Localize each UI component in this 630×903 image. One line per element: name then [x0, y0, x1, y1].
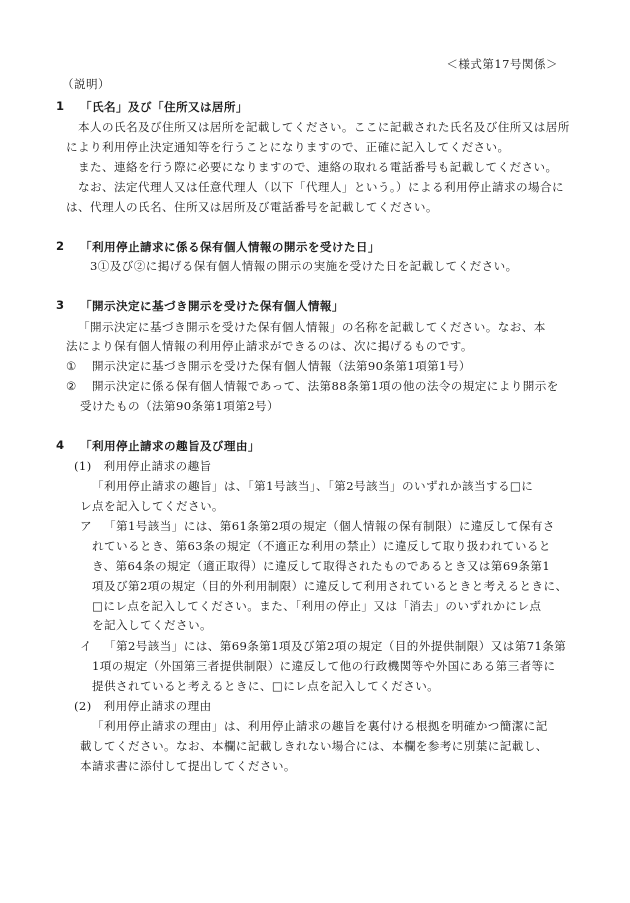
section-3-item-1-mark: ① [66, 359, 77, 373]
section-2-heading: 「利用停止請求に係る保有個人情報の開示を受けた日」 [80, 240, 380, 254]
section-3-item-2-line: 開示決定に係る保有個人情報であって、法第88条第1項の他の法令の規定により開示を [92, 379, 559, 393]
section-4-2-paragraph-line: 載してください。なお、本欄に記載しきれない場合には、本欄を参考に別葉に記載し、 [80, 739, 548, 753]
item-b-mark: イ [80, 639, 92, 653]
section-3-item-2-line: 受けたもの（法第90条第1項第2号） [80, 399, 280, 413]
section-1-paragraph-line: 本人の氏名及び住所又は居所を記載してください。ここに記載された氏名及び住所又は居所 [78, 120, 570, 134]
section-4-2-paragraph-line: 「利用停止請求の理由」は、利用停止請求の趣旨を裏付ける根拠を明確かつ簡潔に記 [92, 719, 548, 733]
section-2-paragraph-line: 3①及び②に掲げる保有個人情報の開示の実施を受けた日を記載してください。 [90, 259, 518, 273]
section-3-item-2-mark: ② [66, 379, 77, 393]
item-b-line: 提供されていると考えるときに、□にレ点を記入してください。 [92, 679, 440, 693]
section-3-heading: 「開示決定に基づき開示を受けた保有個人情報」 [80, 299, 344, 313]
section-3-paragraph-line: 「開示決定に基づき開示を受けた保有個人情報」の名称を記載してください。なお、本 [78, 320, 546, 334]
section-1-number: 1 [56, 99, 65, 113]
explanation-label: （説明） [62, 77, 110, 91]
section-4-subheading-2: (2) 利用停止請求の理由 [74, 699, 212, 713]
section-4-1-paragraph-line: レ点を記入してください。 [80, 499, 224, 513]
item-a-line: を記入してください。 [92, 618, 212, 632]
section-1-paragraph-line: なお、法定代理人又は任意代理人（以下「代理人」という。）による利用停止請求の場合に [78, 180, 564, 194]
item-a-line: 項及び第2項の規定（目的外利用制限）に違反して利用されているときと考えるときに、 [92, 579, 568, 593]
section-1-paragraph-line: は、代理人の氏名、住所又は居所及び電話番号を記載してください。 [66, 200, 438, 214]
section-3-number: 3 [56, 298, 65, 312]
section-2-number: 2 [56, 239, 65, 253]
item-a-line: き、第64条の規定（適正取得）に違反して取得されたものであるとき又は第69条第1 [92, 559, 551, 573]
section-4-number: 4 [56, 438, 65, 452]
section-4-2-paragraph-line: 本請求書に添付して提出してください。 [80, 759, 296, 773]
section-3-paragraph-line: 法により保有個人情報の利用停止請求ができるのは、次に掲げるものです。 [66, 339, 473, 353]
item-b-line: 1項の規定（外国第三者提供制限）に違反して他の行政機関等や外国にある第三者等に [92, 659, 556, 673]
item-a-line: □にレ点を記入してください。また、「利用の停止」又は「消去」のいずれかにレ点 [92, 599, 542, 613]
form-reference: ＜様式第17号関係＞ [446, 57, 558, 71]
item-a-line: れているとき、第63条の規定（不適正な利用の禁止）に違反して取り扱われていると [92, 539, 551, 553]
item-a-mark: ア [80, 519, 92, 533]
section-1-heading: 「氏名」及び「住所又は居所」 [80, 100, 248, 114]
section-1-paragraph-line: により利用停止決定通知等を行うことになりますので、正確に記入してください。 [66, 140, 510, 154]
item-b-line: 「第2号該当」には、第69条第1項及び第2項の規定（目的外提供制限）又は第71条第 [104, 639, 567, 653]
section-1-paragraph-line: また、連絡を行う際に必要になりますので、連絡の取れる電話番号も記載してください。 [78, 160, 558, 174]
section-3-item-1: 開示決定に基づき開示を受けた保有個人情報（法第90条第1項第1号） [92, 359, 471, 373]
item-a-line: 「第1号該当」には、第61条第2項の規定（個人情報の保有制限）に違反して保有さ [104, 519, 555, 533]
section-4-subheading-1: (1) 利用停止請求の趣旨 [74, 459, 212, 473]
section-4-1-paragraph-line: 「利用停止請求の趣旨」は、「第1号該当」、「第2号該当」のいずれか該当する□に [92, 479, 534, 493]
section-4-heading: 「利用停止請求の趣旨及び理由」 [80, 439, 260, 453]
